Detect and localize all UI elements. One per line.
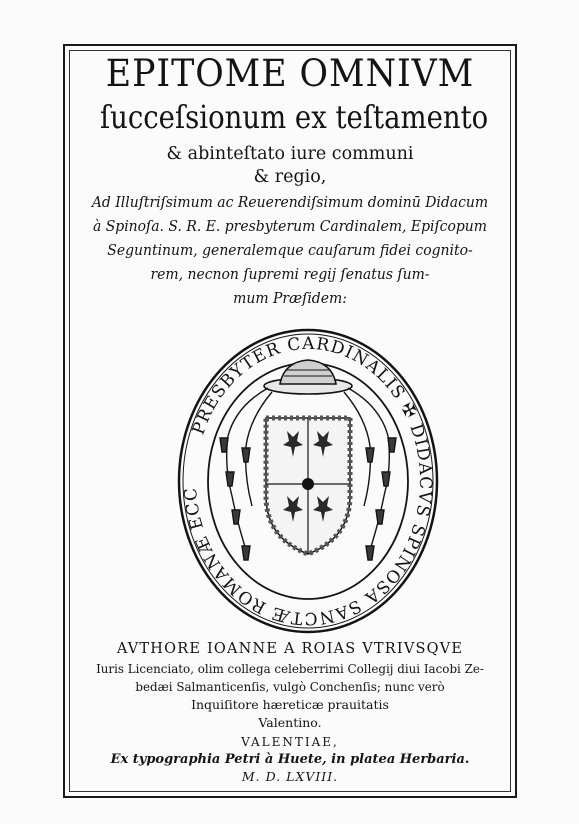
seal-legend-bottom: ECC: [180, 485, 208, 532]
dedication-line-2: à Spinoſa. S. R. E. presbyterum Cardinalem, Epiſcopum: [92, 217, 488, 235]
dedication-line-1: Ad Illuſtriſsimum ac Reuerendiſsimum dominū Didacum: [91, 193, 489, 211]
main-title-line-1: EPITOME OMNIVM: [105, 52, 475, 95]
main-title-line-2: ſucceſsionum ex teſtamento: [99, 98, 489, 136]
cardinal-seal-medallion: [176, 326, 440, 636]
author-line-3: bedæi Salmanticenſis, vulgò Conchenſis; nunc verò: [135, 679, 445, 694]
author-line-1: AVTHORE IOANNE A ROIAS VTRIVSQVE: [116, 641, 464, 657]
main-title-line-4: & regio,: [253, 167, 327, 187]
coat-of-arms-shield-icon: [266, 418, 350, 554]
seal-legend-right: SPINOSA SANCTÆ ROMANÆ: [191, 521, 429, 629]
dedication-line-5: mum Præſidem:: [233, 289, 347, 307]
imprint-year: M. D. LXVIII.: [241, 769, 339, 784]
seal-legend-top: CARDINALIS ✠ DIDACVS: [286, 333, 436, 520]
dedication-line-4: rem, necnon ſupremi regij ſenatus ſum-: [150, 265, 430, 283]
dedication-line-3: Seguntinum, generalemque cauſarum fidei cognito-: [107, 241, 473, 259]
imprint-place: VALENTIAE,: [241, 735, 339, 749]
author-line-5: Valentino.: [258, 715, 322, 730]
cardinal-hat-icon: [264, 360, 352, 394]
seal-legend-left: PRESBYTER: [188, 338, 284, 438]
author-line-2: Iuris Licenciato, olim collega celeberrimi Collegij diui Iacobi Ze-: [96, 661, 484, 676]
imprint-printer: Ex typographia Petri à Huete, in platea Herbaria.: [110, 752, 470, 767]
main-title-line-3: & abinteſtato iure communi: [166, 144, 414, 164]
seal-svg: [176, 326, 440, 636]
author-line-4: Inquiſitore hæreticæ prauitatis: [191, 697, 389, 712]
